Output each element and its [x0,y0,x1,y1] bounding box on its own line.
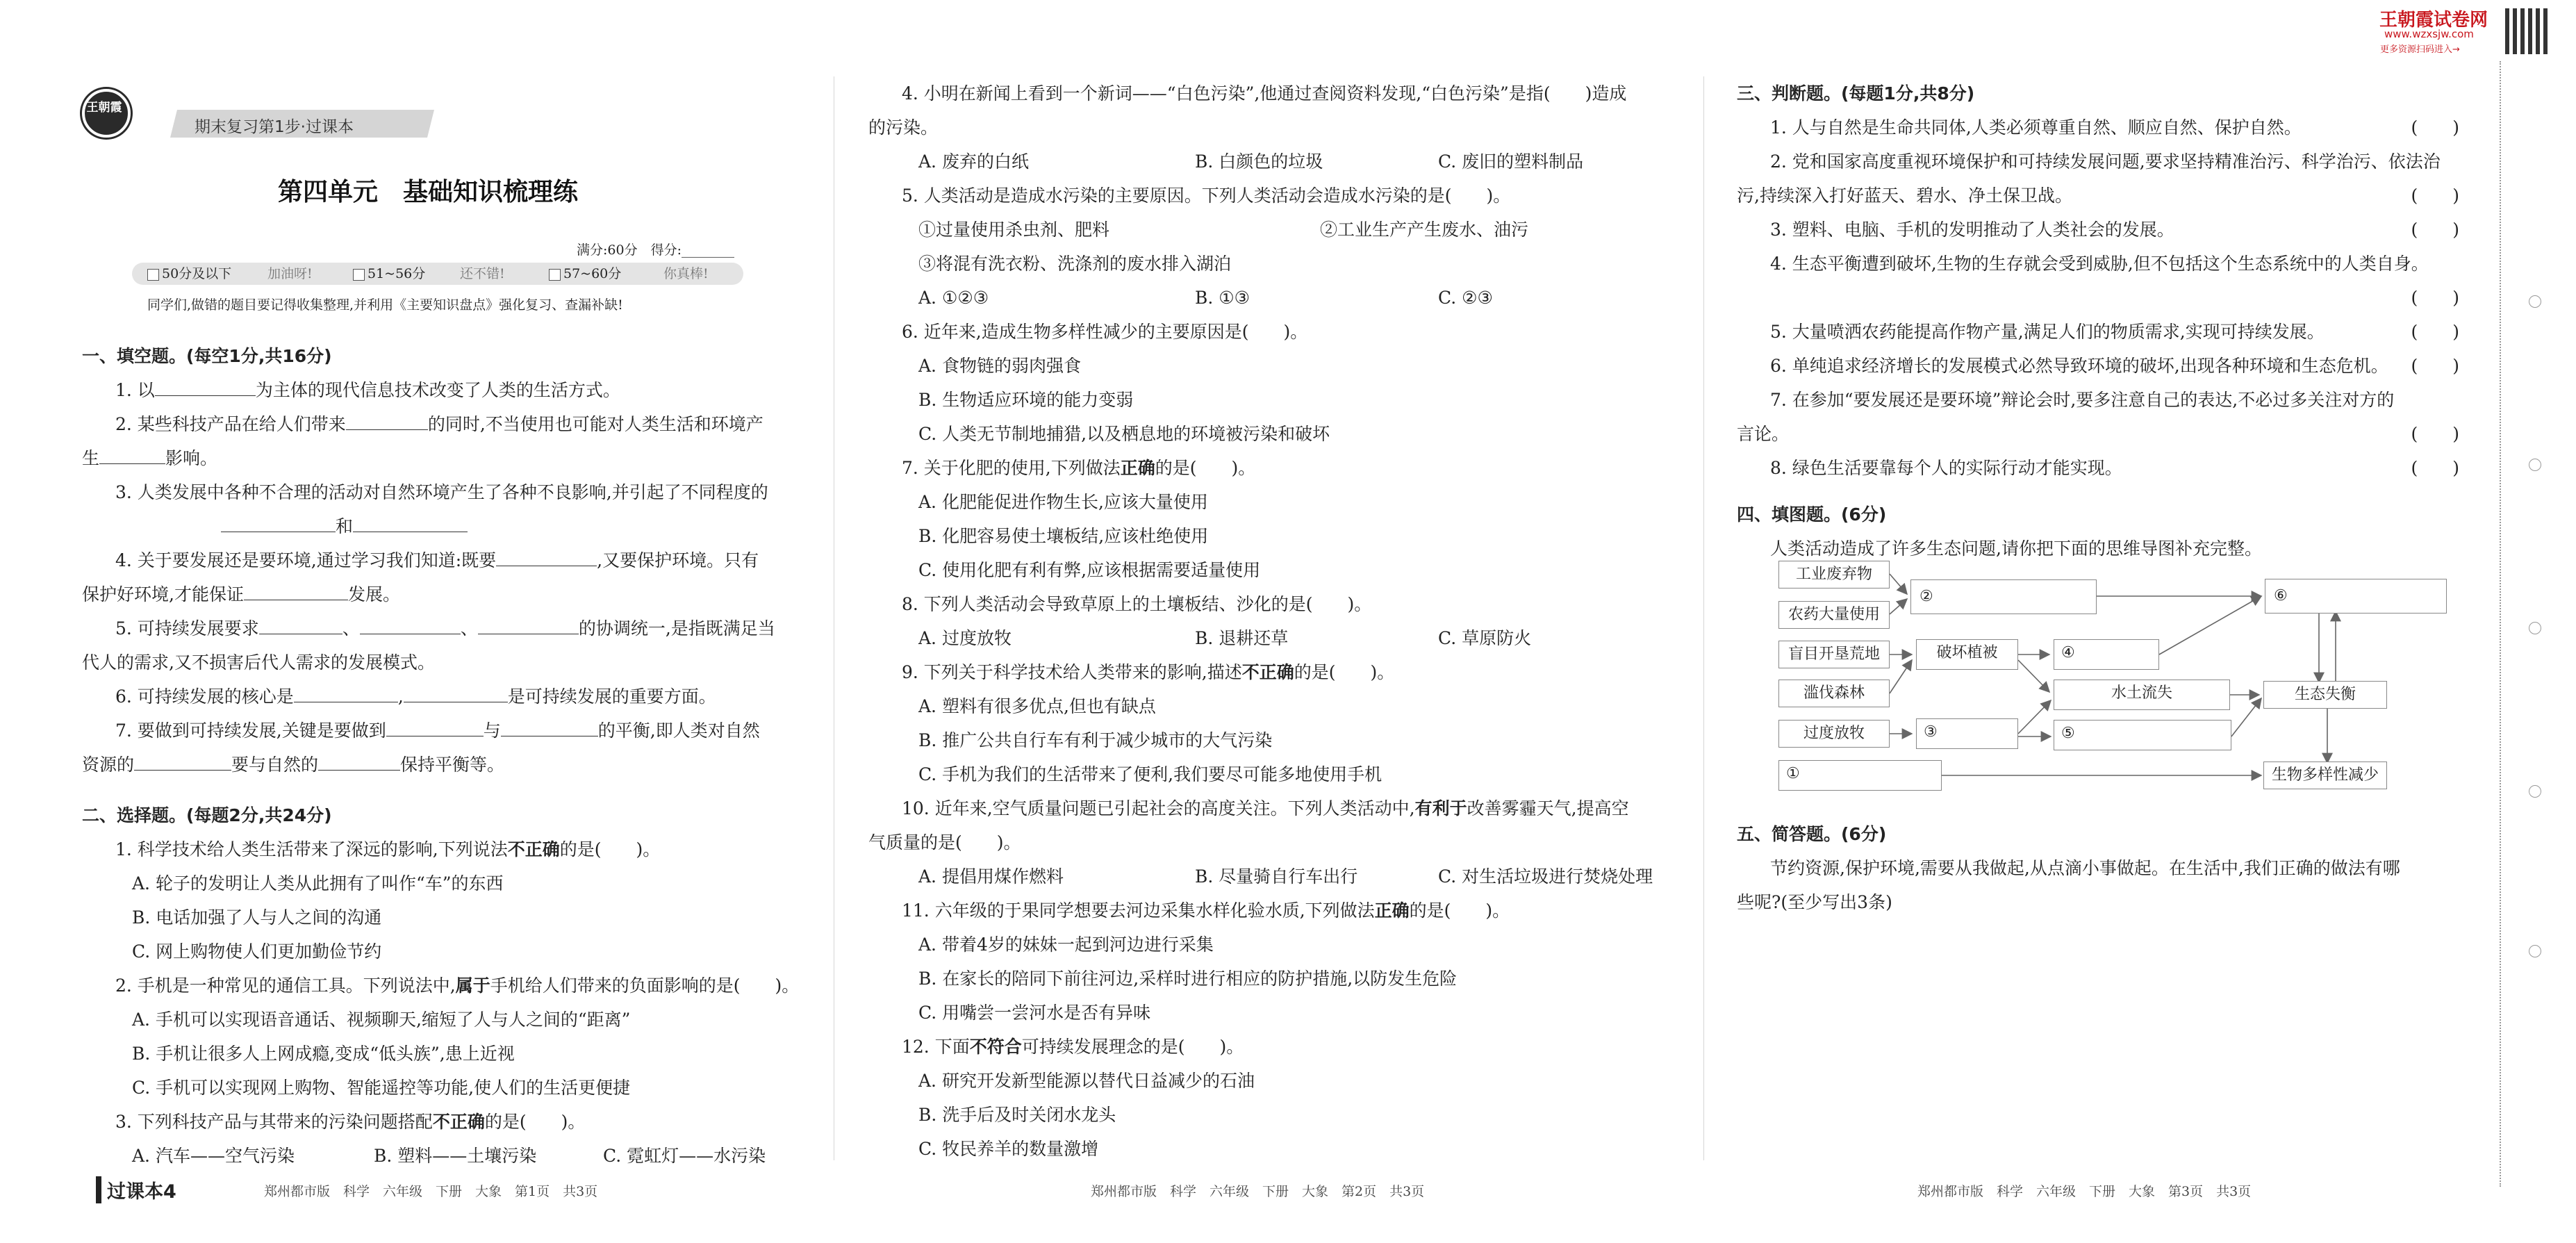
choice-q7: 7. 关于化肥的使用,下列做法正确的是( )。 [902,458,1256,478]
choice-option[interactable]: C. 牧民养羊的数量激增 [918,1139,1099,1159]
node-overgraze: 过度放牧 [1778,720,1890,748]
statement-item: ③将混有洗衣粉、洗涤剂的废水排入湖泊 [918,254,1232,274]
node-blank-5[interactable]: ⑤ [2054,720,2231,750]
choice-option[interactable]: B. 洗手后及时关闭水龙头 [918,1105,1116,1125]
diagram-intro: 人类活动造成了许多生态问题,请你把下面的思维导图补充完整。 [1770,538,2262,559]
node-blank-2[interactable]: ② [1910,579,2097,614]
fill-q3: 3. 人类发展中各种不合理的活动对自然环境产生了各种不良影响,并引起了不同程度的 [115,482,768,502]
fill-q7: 7. 要做到可持续发展,关键是要做到 与 的平衡,即人类对自然 [82,714,804,748]
judge-q6: 6. 单纯追求经济增长的发展模式必然导致环境的破坏,出现各种环境和生态危机。 ( ) [1737,349,2459,383]
binding-line [2500,61,2501,1187]
site-url[interactable]: www.wzxsjw.com [2384,28,2474,40]
short-answer-block [1737,817,2459,919]
fill-q4: 4. 关于要发展还是要环境,通过学习我们知道:既要 ,又要保护环境。只有 [82,543,804,577]
choice-option[interactable]: A. 废弃的白纸 [918,151,1029,172]
section-fill-title: 一、填空题。(每空1分,共16分) [82,346,332,366]
choice-q10-cont: 气质量的是( )。 [868,832,1021,853]
section-diagram-title: 四、填图题。(6分) [1737,504,1887,525]
binding-hole [2529,295,2541,308]
choice-option[interactable]: A. 过度放牧 [918,628,1012,648]
node-ecological-imbalance: 生态失衡 [2263,681,2387,709]
choice-q11: 11. 六年级的于果同学想要去河边采集水样化验水质,下列做法正确的是( )。 [902,900,1510,921]
page-title: 第四单元 基础知识梳理练 [278,178,579,206]
judge-q8: 8. 绿色生活要靠每个人的实际行动才能实现。 ( ) [1737,451,2459,485]
rating-comment: 你真棒! [663,266,709,281]
short-answer-q: 节约资源,保护环境,需要从我做起,从点滴小事做起。在生活中,我们正确的做法有哪 [1770,858,2400,878]
answer-paren[interactable]: ( ) [2411,356,2459,376]
choice-q2: 2. 手机是一种常见的通信工具。下列说法中,属于手机给人们带来的负面影响的是( )。 [115,976,800,996]
rating-label: 50分及以下 [162,266,232,281]
choice-option[interactable]: C. 网上购物使人们更加勤俭节约 [132,941,382,962]
node-reclaim: 盲目开垦荒地 [1778,641,1890,668]
fill-q5-cont: 代人的需求,又不损害后代人需求的发展模式。 [82,652,435,673]
choice-option[interactable]: C. 霓虹灯——水污染 [603,1146,766,1166]
choice-option[interactable]: C. 人类无节制地捕猎,以及栖息地的环境被污染和破坏 [918,424,1330,444]
fill-q1: 1. 以 为主体的现代信息技术改变了人类的生活方式。 [82,373,804,407]
fill-q2-cont: 生 影响。 [82,441,804,475]
node-pesticide: 农药大量使用 [1778,601,1890,629]
fill-q7-cont: 资源的 要与自然的 保持平衡等。 [82,748,804,782]
choice-q8: 8. 下列人类活动会导致草原上的土壤板结、沙化的是( )。 [902,594,1372,614]
node-blank-1[interactable]: ① [1778,760,1942,791]
choice-option[interactable]: B. 化肥容易使土壤板结,应该杜绝使用 [918,526,1209,546]
choice-option[interactable]: B. 电话加强了人与人之间的沟通 [132,907,382,928]
judge-q2-cont: 污,持续深入打好蓝天、碧水、净土保卫战。 ( ) [1737,179,2459,213]
fill-q3-cont: 和 [82,509,804,543]
binding-hole [2529,622,2541,634]
choice-option[interactable]: B. 在家长的陪同下前往河边,采样时进行相应的防护措施,以防发生危险 [918,969,1458,989]
choice-q12: 12. 下面不符合可持续发展理念的是( )。 [902,1037,1244,1057]
choice-option[interactable]: A. ①②③ [918,288,989,308]
section-choice-title: 二、选择题。(每题2分,共24分) [82,805,332,825]
answer-paren[interactable]: ( ) [2411,288,2459,308]
node-blank-3[interactable]: ③ [1916,718,2018,749]
short-answer-q-cont: 些呢?(至少写出3条) [1737,892,1892,912]
rating-label: 57~60分 [563,266,622,281]
choice-option[interactable]: C. ②③ [1438,288,1493,308]
fill-q5: 5. 可持续发展要求 、 、 的协调统一,是指既满足当 [82,611,804,645]
tip-text: 同学们,做错的题目要记得收集整理,并利用《主要知识盘点》强化复习、查漏补缺! [147,297,623,313]
choice-option[interactable]: A. 提倡用煤作燃料 [918,866,1064,887]
binding-hole [2529,785,2541,798]
choice-option[interactable]: A. 带着4岁的妹妹一起到河边进行采集 [918,935,1214,955]
section-judge-title: 三、判断题。(每题1分,共8分) [1737,83,1975,104]
choice-option[interactable]: B. 手机让很多人上网成瘾,变成“低头族”,患上近视 [132,1044,515,1064]
site-slogan: 更多资源扫码进入→ [2380,44,2460,55]
choice-option[interactable]: C. 手机可以实现网上购物、智能遥控等功能,使人们的生活更便捷 [132,1078,631,1098]
choice-option[interactable]: C. 废旧的塑料制品 [1438,151,1584,172]
choice-option[interactable]: A. 研究开发新型能源以替代日益减少的石油 [918,1071,1255,1091]
choice-option[interactable]: C. 手机为我们的生活带来了便利,我们要尽可能多地使用手机 [918,764,1382,784]
choice-q1: 1. 科学技术给人类生活带来了深远的影响,下列说法不正确的是( )。 [115,839,661,859]
judge-q7: 7. 在参加“要发展还是要环境”辩论会时,要多注意自己的表达,不必过多关注对方的 [1770,390,2395,410]
answer-paren[interactable]: ( ) [2411,424,2459,444]
choice-option[interactable]: B. 尽量骑自行车出行 [1195,866,1358,887]
judge-q3: 3. 塑料、电脑、手机的发明推动了人类社会的发展。 ( ) [1737,213,2459,247]
judge-q1: 1. 人与自然是生命共同体,人类必须尊重自然、顺应自然、保护自然。 ( ) [1737,110,2459,145]
logo-text: 王朝霞 [86,101,122,115]
choice-option[interactable]: A. 化肥能促进作物生长,应该大量使用 [918,492,1208,512]
judge-q4: 4. 生态平衡遭到破坏,生物的生存就会受到威胁,但不包括这个生态系统中的人类自身。 [1770,254,2429,274]
step-banner-text: 期末复习第1步·过课本 [195,118,354,136]
node-destroy-vegetation: 破坏植被 [1916,639,2018,670]
answer-paren[interactable]: ( ) [2411,186,2459,206]
site-logo: 王朝霞试卷网 [2379,10,2488,31]
node-logging: 滥伐森林 [1778,680,1890,707]
binding-hole [2529,459,2541,471]
judge-q5: 5. 大量喷洒农药能提高作物产量,满足人们的物质需求,实现可持续发展。 ( ) [1737,315,2459,349]
choice-option[interactable]: B. 白颜色的垃圾 [1195,151,1323,172]
choice-option[interactable]: A. 轮子的发明让人类从此拥有了叫作“车”的东西 [132,873,504,894]
choice-option[interactable]: C. 草原防火 [1438,628,1532,648]
answer-paren[interactable]: ( ) [2411,322,2459,342]
choice-option[interactable]: A. 手机可以实现语音通话、视频聊天,缩短了人与人之间的“距离” [132,1010,631,1030]
judge-q2: 2. 党和国家高度重视环境保护和可持续发展问题,要求坚持精准治污、科学治污、依法治 [1770,151,2441,172]
choice-q9: 9. 下列关于科学技术给人类带来的影响,描述不正确的是( )。 [902,662,1395,682]
section-short-title: 五、简答题。(6分) [1737,824,1887,844]
choice-q4-cont: 的污染。 [868,117,939,138]
node-blank-6[interactable]: ⑥ [2265,579,2447,614]
answer-paren[interactable]: ( ) [2411,458,2459,478]
choice-q6: 6. 近年来,造成生物多样性减少的主要原因是( )。 [902,322,1308,342]
footer-page-1: 郑州都市版 科学 六年级 下册 大象 第1页 共3页 [264,1184,598,1199]
choice-option[interactable]: B. 生物适应环境的能力变弱 [918,390,1134,410]
score-line: 满分:60分 得分:________ [577,242,734,258]
fill-q6: 6. 可持续发展的核心是 , 是可持续发展的重要方面。 [82,680,804,714]
node-biodiversity-loss: 生物多样性减少 [2263,762,2387,789]
rating-label: 51~56分 [368,266,426,281]
footer-page-2: 郑州都市版 科学 六年级 下册 大象 第2页 共3页 [1091,1184,1425,1199]
footer-page-3: 郑州都市版 科学 六年级 下册 大象 第3页 共3页 [1917,1184,2252,1199]
choice-option[interactable]: A. 食物链的弱肉强食 [918,356,1081,376]
rating-comment: 加油呀! [267,266,313,281]
choice-option[interactable]: C. 用嘴尝一尝河水是否有异味 [918,1003,1151,1023]
rating-comment: 还不错! [460,266,505,281]
statement-item: ②工业生产产生废水、油污 [1320,220,1529,240]
fill-q2: 2. 某些科技产品在给人们带来 的同时,不当使用也可能对人类生活和环境产 [82,407,804,441]
choice-q4: 4. 小明在新闻上看到一个新词——“白色污染”,他通过查阅资料发现,“白色污染”是指( )造成 [902,83,1627,104]
choice-option[interactable]: A. 塑料有很多优点,但也有缺点 [918,696,1156,716]
binding-hole [2529,945,2541,957]
answer-paren[interactable]: ( ) [2411,117,2459,138]
choice-option[interactable]: C. 使用化肥有利有弊,应该根据需要适量使用 [918,560,1261,580]
choice-option[interactable]: C. 对生活垃圾进行焚烧处理 [1438,866,1653,887]
choice-q5: 5. 人类活动是造成水污染的主要原因。下列人类活动会造成水污染的是( )。 [902,186,1511,206]
choice-option[interactable]: B. 推广公共自行车有利于减少城市的大气污染 [918,730,1273,750]
node-blank-4[interactable]: ④ [2054,639,2159,670]
choice-q10: 10. 近年来,空气质量问题已引起社会的高度关注。下列人类活动中,有利于改善雾霾天气,提高空 [902,798,1629,818]
node-industrial-waste: 工业废弃物 [1778,561,1890,588]
statement-item: ①过量使用杀虫剂、肥料 [918,220,1110,240]
choice-q3: 3. 下列科技产品与其带来的污染问题搭配不正确的是( )。 [115,1112,586,1132]
choice-option[interactable]: A. 汽车——空气污染 [132,1146,295,1166]
choice-option[interactable]: B. 退耕还草 [1195,628,1289,648]
judge-q7-cont: 言论。 ( ) [1737,417,2459,451]
answer-paren[interactable]: ( ) [2411,220,2459,240]
choice-option[interactable]: B. ①③ [1195,288,1250,308]
footer-label: 过课本4 [96,1176,176,1203]
choice-option[interactable]: B. 塑料——土壤污染 [374,1146,537,1166]
node-soil-erosion: 水土流失 [2054,680,2230,710]
fill-q4-cont: 保护好环境,才能保证 发展。 [82,577,804,611]
